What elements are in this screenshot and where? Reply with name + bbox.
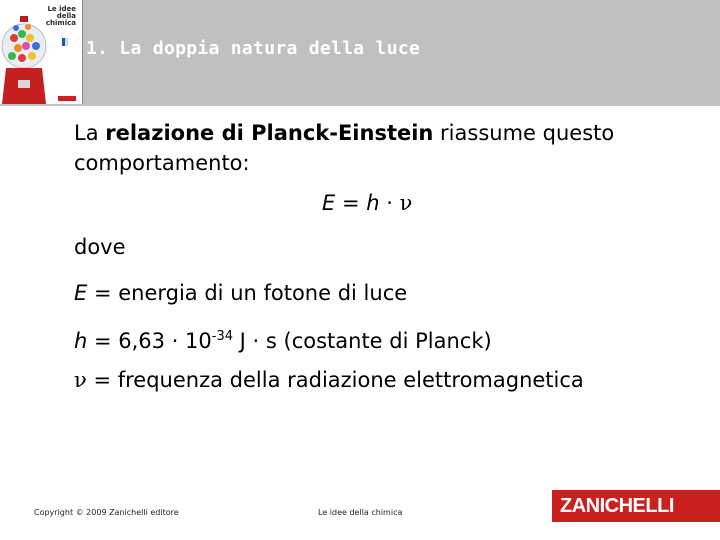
definition-planck-unit: J · s (costante di Planck) [233, 329, 492, 353]
footer-copyright: Copyright © 2009 Zanichelli editore [34, 508, 179, 517]
publisher-logo-icon [62, 38, 68, 46]
definition-planck [74, 322, 492, 356]
definition-frequency-symbol: ν [74, 368, 87, 392]
definition-energy-symbol: E [74, 281, 88, 305]
intro-suffix: riassume questo comportamento: [74, 121, 615, 175]
intro-prefix: La [74, 121, 106, 145]
cover-badge [58, 96, 76, 101]
cover-title: Le idee della chimica [45, 5, 76, 27]
zanichelli-logo: ZANICHELLI [552, 490, 720, 522]
definition-planck-exponent: -34 [211, 329, 233, 344]
definition-planck-symbol: h [74, 329, 88, 353]
dove-label: dove [74, 235, 126, 259]
definition-energy-text: = energia di un fotone di luce [87, 281, 408, 305]
formula-dot: · [379, 191, 400, 215]
slide-title: 1. La doppia natura della luce [86, 38, 421, 59]
planck-einstein-formula [322, 191, 412, 215]
formula-frequency-symbol: ν [399, 191, 413, 215]
definition-frequency-text: = frequenza della radiazione elettromagnetica [86, 368, 584, 392]
book-cover-thumbnail [0, 0, 83, 104]
definition-energy [74, 278, 407, 308]
formula-planck-symbol: h [366, 191, 380, 215]
formula-energy-symbol: E [322, 191, 336, 215]
definition-frequency [74, 365, 584, 395]
intro-bold-term: relazione di Planck-Einstein [105, 121, 434, 145]
formula-equals: = [335, 191, 367, 215]
definition-planck-text: = 6,63 · 10 [87, 329, 212, 353]
footer-book-title: Le idee della chimica [318, 508, 403, 517]
header-bar [0, 0, 720, 106]
intro-paragraph [74, 118, 704, 178]
